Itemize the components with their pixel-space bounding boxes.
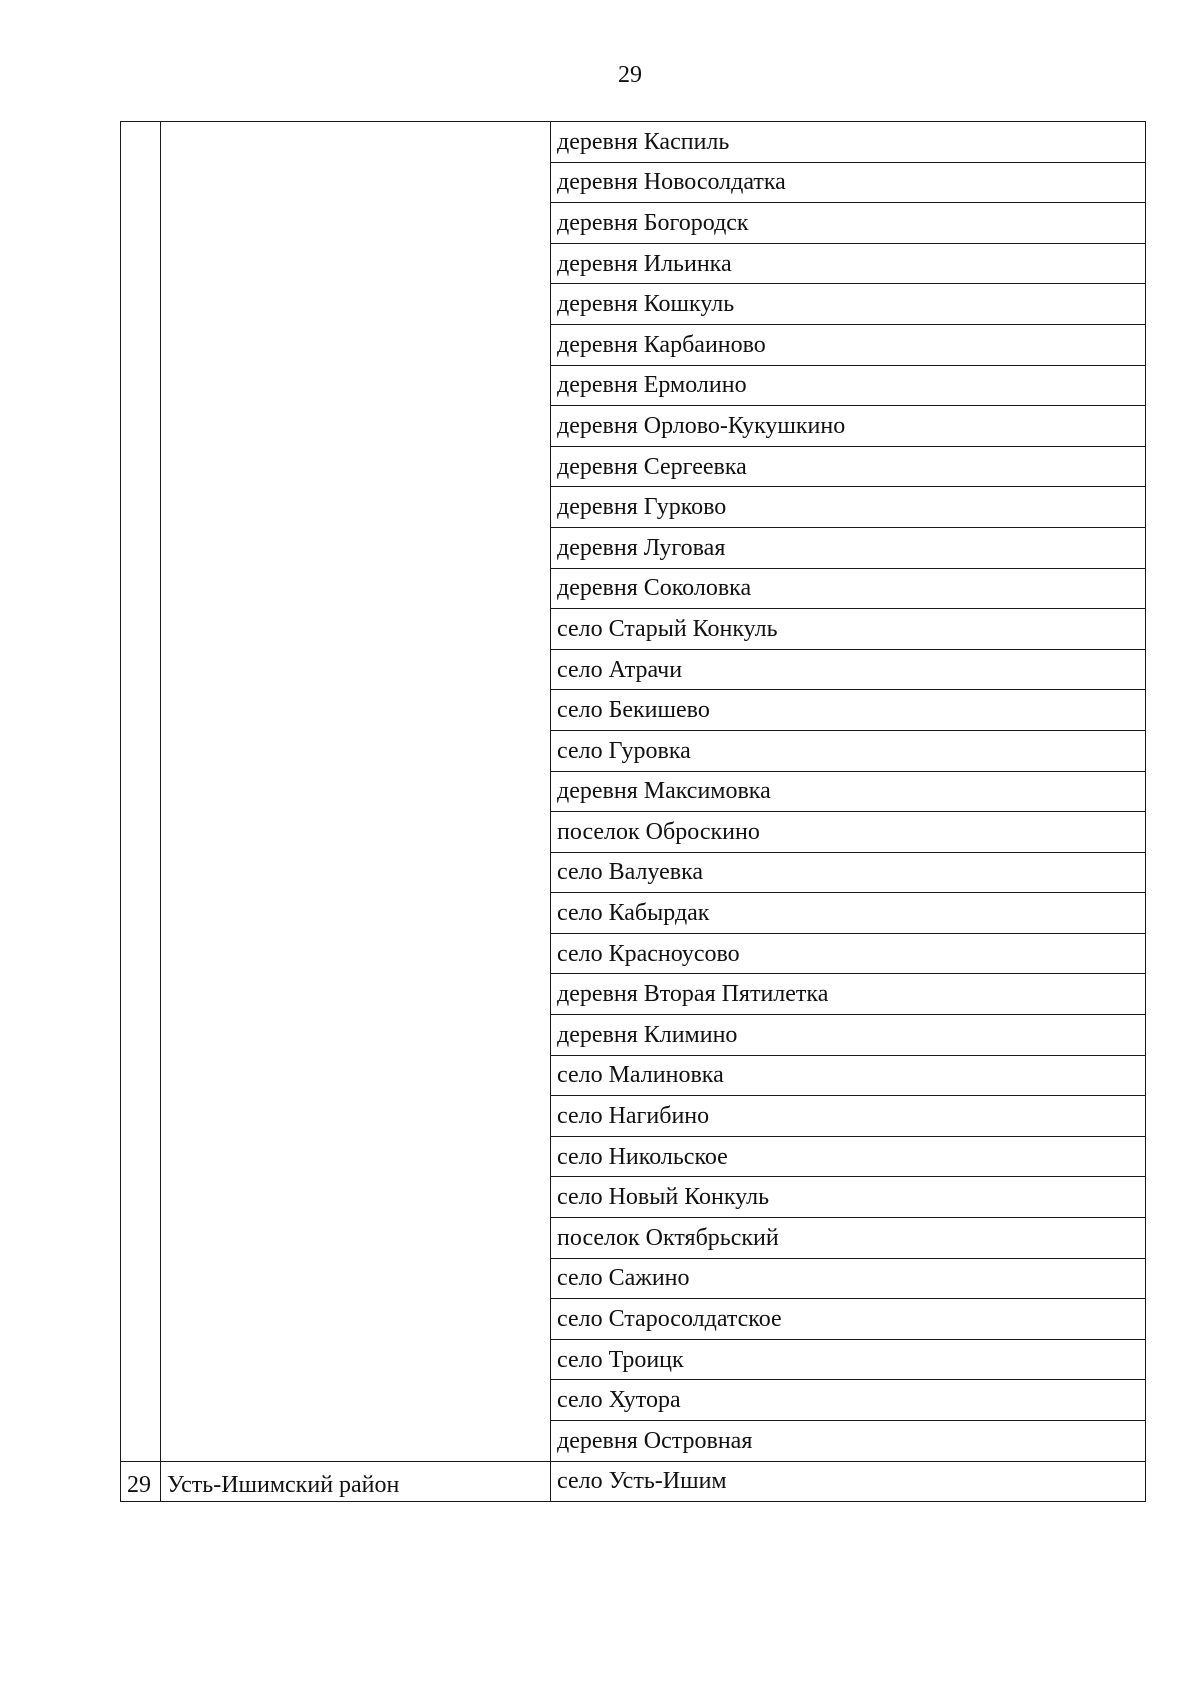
settlement-cell: село Усть-Ишим <box>551 1461 1146 1502</box>
settlement-cell: деревня Каспиль <box>551 122 1146 163</box>
settlement-cell: село Хутора <box>551 1380 1146 1421</box>
settlement-cell: деревня Климино <box>551 1015 1146 1056</box>
settlement-cell: деревня Новосолдатка <box>551 162 1146 203</box>
settlement-cell: деревня Орлово-Кукушкино <box>551 406 1146 447</box>
settlement-cell: село Бекишево <box>551 690 1146 731</box>
settlement-cell: село Троицк <box>551 1339 1146 1380</box>
settlement-cell: деревня Карбаиново <box>551 324 1146 365</box>
settlement-cell: село Старосолдатское <box>551 1299 1146 1340</box>
settlement-cell: деревня Луговая <box>551 527 1146 568</box>
settlement-cell: поселок Октябрьский <box>551 1218 1146 1259</box>
settlement-cell: деревня Соколовка <box>551 568 1146 609</box>
district-cell <box>161 122 551 1462</box>
row-number-cell: 29 <box>121 1461 161 1502</box>
table-row <box>121 1461 1146 1502</box>
settlement-cell: деревня Гурково <box>551 487 1146 528</box>
table-row <box>121 122 1146 163</box>
settlement-cell: село Кабырдак <box>551 893 1146 934</box>
settlements-table <box>120 121 1146 1502</box>
settlement-cell: деревня Кошкуль <box>551 284 1146 325</box>
settlement-cell: село Атрачи <box>551 649 1146 690</box>
settlement-cell: деревня Островная <box>551 1421 1146 1462</box>
settlement-cell: деревня Сергеевка <box>551 446 1146 487</box>
settlement-cell: село Гуровка <box>551 730 1146 771</box>
settlement-cell: село Старый Конкуль <box>551 609 1146 650</box>
district-cell: Усть-Ишимский район <box>161 1461 551 1502</box>
settlement-cell: село Малиновка <box>551 1055 1146 1096</box>
settlement-cell: деревня Максимовка <box>551 771 1146 812</box>
settlement-cell: село Красноусово <box>551 933 1146 974</box>
settlement-cell: село Нагибино <box>551 1096 1146 1137</box>
row-number-cell <box>121 122 161 1462</box>
settlement-cell: деревня Богородск <box>551 203 1146 244</box>
settlement-cell: село Никольское <box>551 1136 1146 1177</box>
settlement-cell: деревня Ермолино <box>551 365 1146 406</box>
page-number: 29 <box>618 62 642 88</box>
settlement-cell: село Сажино <box>551 1258 1146 1299</box>
settlement-cell: поселок Оброскино <box>551 812 1146 853</box>
settlement-cell: село Валуевка <box>551 852 1146 893</box>
settlements-table-body <box>121 122 1146 1502</box>
settlement-cell: деревня Ильинка <box>551 243 1146 284</box>
settlement-cell: село Новый Конкуль <box>551 1177 1146 1218</box>
settlement-cell: деревня Вторая Пятилетка <box>551 974 1146 1015</box>
